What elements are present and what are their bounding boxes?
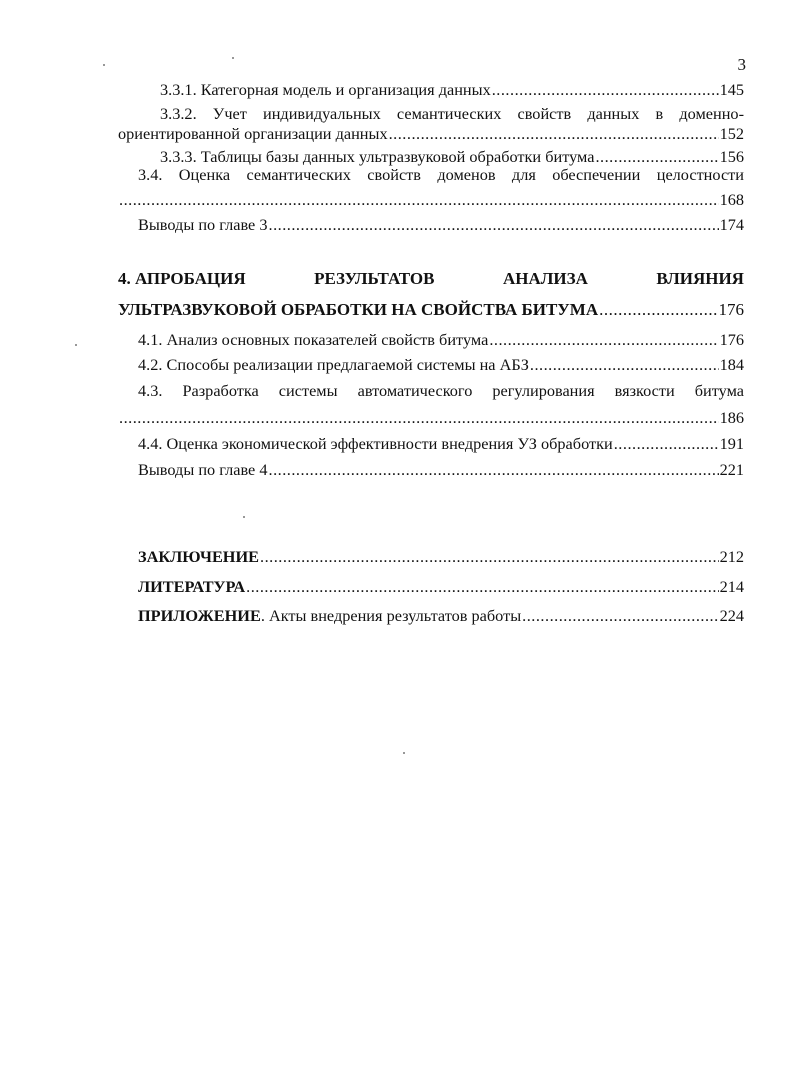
toc-entry-3-3-2-line2: [118, 122, 744, 146]
toc-leader-dots: [489, 328, 718, 352]
toc-leader-dots: [530, 353, 719, 377]
toc-entry-label: ЛИТЕРАТУРА: [138, 577, 246, 596]
toc-entry-page: 156: [719, 147, 744, 166]
scan-speck: [75, 344, 77, 346]
heading-word: АНАЛИЗА: [502, 269, 588, 288]
toc-entry-label: 3.3.2. Учет индивидуальных семантических свойств данных в доменно-: [160, 104, 744, 123]
toc-entry-4-3-line2: [118, 406, 744, 430]
toc-entry-page: 145: [719, 80, 744, 99]
toc-entry-label: УЛЬТРАЗВУКОВОЙ ОБРАБОТКИ НА СВОЙСТВА БИТУМА: [118, 300, 599, 319]
toc-entry-4-2: [118, 353, 744, 377]
toc-entry-label: Выводы по главе 3: [138, 215, 268, 234]
toc-leader-dots: [492, 78, 719, 102]
heading-word: РЕЗУЛЬТАТОВ: [314, 269, 435, 288]
toc-entry-literature: [118, 575, 744, 599]
scan-speck: [403, 752, 405, 754]
toc-entry-4-3-line1: [118, 379, 744, 403]
toc-entry-label: 4.2. Способы реализации предлагаемой системы на АБЗ: [138, 355, 529, 374]
toc-entry-page: 191: [719, 434, 744, 453]
toc-entry-label: Выводы по главе 4: [138, 460, 268, 479]
page-number: 3: [737, 55, 746, 74]
scan-speck: [103, 64, 105, 66]
toc-entry-3-3-1: [118, 78, 744, 102]
toc-leader-dots: [119, 406, 719, 430]
toc-entry-conclusions-4: [118, 458, 744, 482]
appendix-bold-label: ПРИЛОЖЕНИЕ: [138, 606, 261, 625]
toc-entry-3-4-line2: [118, 188, 744, 212]
toc-entry-page: 176: [718, 300, 744, 319]
toc-entry-label: 4.1. Анализ основных показателей свойств битума: [138, 330, 489, 349]
toc-entry-page: 186: [719, 408, 744, 427]
toc-entry-label: ориентированной организации данных: [118, 124, 388, 143]
toc-leader-dots: [119, 188, 719, 212]
toc-leader-dots: [260, 545, 719, 569]
toc-leader-dots: [269, 458, 719, 482]
toc-entry-label: 4.3. Разработка системы автоматического регулирования вязкости битума: [138, 381, 744, 400]
toc-leader-dots: [269, 213, 719, 237]
toc-entry-page: 212: [719, 547, 744, 566]
toc-leader-dots: [599, 298, 717, 322]
toc-entry-3-4-line1: [118, 163, 744, 187]
toc-leader-dots: [522, 604, 718, 628]
toc-entry-page: 221: [719, 460, 744, 479]
toc-entry-appendix: [118, 604, 744, 628]
toc-entry-page: 214: [719, 577, 744, 596]
toc-leader-dots: [614, 432, 719, 456]
toc-entry-page: 174: [719, 215, 744, 234]
chapter-4-heading-line1: [118, 266, 744, 292]
scan-speck: [232, 57, 234, 59]
toc-entry-label: 3.3.3. Таблицы базы данных ультразвуковой обработки битума: [160, 147, 595, 166]
toc-leader-dots: [389, 122, 719, 146]
toc-entry-4-4: [118, 432, 744, 456]
scan-speck: [243, 516, 245, 518]
toc-entry-page: 168: [719, 190, 744, 209]
toc-leader-dots: [246, 575, 718, 599]
toc-entry-page: 224: [719, 606, 744, 625]
toc-entry-page: 152: [719, 124, 744, 143]
toc-entry-conclusion: [118, 545, 744, 569]
appendix-rest-label: . Акты внедрения результатов работы: [260, 606, 522, 625]
toc-entry-4-1: [118, 328, 744, 352]
toc-entry-page: 176: [719, 330, 744, 349]
toc-entry-label: [138, 604, 521, 628]
toc-entry-label: 3.3.1. Категорная модель и организация данных: [160, 80, 491, 99]
heading-word: ВЛИЯНИЯ: [656, 269, 744, 288]
toc-entry-label: 4.4. Оценка экономической эффективности внедрения УЗ обработки: [138, 434, 613, 453]
toc-entry-label: 3.4. Оценка семантических свойств доменов для обеспечении целостности: [138, 165, 744, 184]
toc-entry-page: 184: [719, 355, 744, 374]
toc-entry-label: ЗАКЛЮЧЕНИЕ: [138, 547, 259, 566]
heading-word: 4. АПРОБАЦИЯ: [118, 269, 246, 288]
toc-entry-conclusions-3: [118, 213, 744, 237]
chapter-4-heading-line2: [118, 298, 744, 322]
